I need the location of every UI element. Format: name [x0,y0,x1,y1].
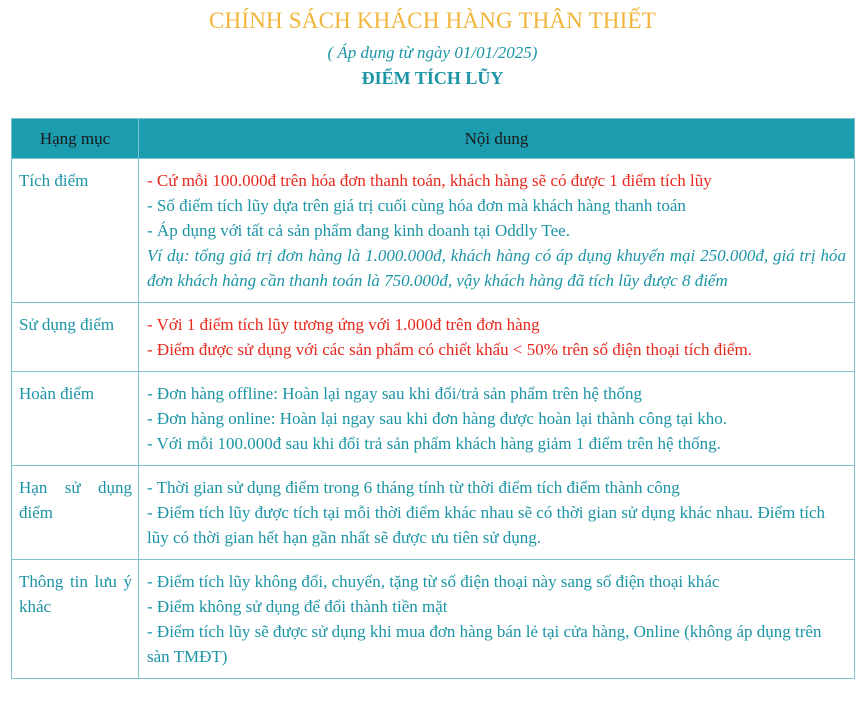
table-row [12,466,855,560]
policy-table [11,118,855,679]
content-line: - Điểm được sử dụng với các sản phẩm có chiết khấu < 50% trên số điện thoại tích điểm. [147,340,752,359]
content-line: - Thời gian sử dụng điểm trong 6 tháng tính từ thời điểm tích điểm thành công [147,478,680,497]
content-line: - Điểm không sử dụng để đổi thành tiền mặt [147,597,448,616]
content-line: - Cứ mỗi 100.000đ trên hóa đơn thanh toán, khách hàng sẽ có được 1 điểm tích lũy [147,171,712,190]
row-category: Hạn sử dụng điểm [12,466,139,560]
effective-date: ( Áp dụng từ ngày 01/01/2025) [327,43,538,62]
row-category: Hoàn điểm [12,372,139,466]
header-category: Hạng mục [12,119,139,159]
content-line: - Điểm tích lũy được tích tại mỗi thời điểm khác nhau sẽ có thời gian sử dụng khác nhau. Điểm tích lũy có thời gian hết hạn gần nhất sẽ được ưu tiên sử dụng. [147,503,826,547]
content-line: - Đơn hàng offline: Hoàn lại ngay sau khi đổi/trả sản phẩm trên hệ thống [147,384,642,403]
content-line: - Số điểm tích lũy dựa trên giá trị cuối cùng hóa đơn mà khách hàng thanh toán [147,196,686,215]
section-title: ĐIỂM TÍCH LŨY [361,68,504,88]
content-line: - Áp dụng với tất cả sản phẩm đang kinh doanh tại Oddly Tee. [147,221,570,240]
table-row [12,560,855,679]
row-content [139,560,855,679]
row-content [139,159,855,303]
row-content [139,303,855,372]
header-content: Nội dung [139,119,855,159]
content-line: - Với mỗi 100.000đ sau khi đổi trả sản phẩm khách hàng giảm 1 điểm trên hệ thống. [147,434,721,453]
table-row [12,372,855,466]
row-category: Sử dụng điểm [12,303,139,372]
content-line: - Với 1 điểm tích lũy tương ứng với 1.000đ trên đơn hàng [147,315,540,334]
row-content [139,466,855,560]
content-line: - Điểm tích lũy không đổi, chuyển, tặng từ số điện thoại này sang số điện thoại khác [147,572,720,591]
content-line: - Điểm tích lũy sẽ được sử dụng khi mua đơn hàng bán lẻ tại cửa hàng, Online (không áp dụng trên sàn TMĐT) [147,622,822,666]
row-category: Tích điểm [12,159,139,303]
table-row [12,303,855,372]
example-text: Ví dụ: tổng giá trị đơn hàng là 1.000.000đ, khách hàng có áp dụng khuyến mại 250.000đ, giá trị hóa đơn khách hàng cần thanh toán là 750.000đ, vậy khách hàng đã tích lũy được 8 điểm [147,246,846,290]
table-row [12,159,855,303]
table-header-row [12,119,855,159]
row-category: Thông tin lưu ý khác [12,560,139,679]
page-title: CHÍNH SÁCH KHÁCH HÀNG THÂN THIẾT [208,8,657,33]
content-line: - Đơn hàng online: Hoàn lại ngay sau khi đơn hàng được hoàn lại thành công tại kho. [147,409,728,428]
row-content [139,372,855,466]
